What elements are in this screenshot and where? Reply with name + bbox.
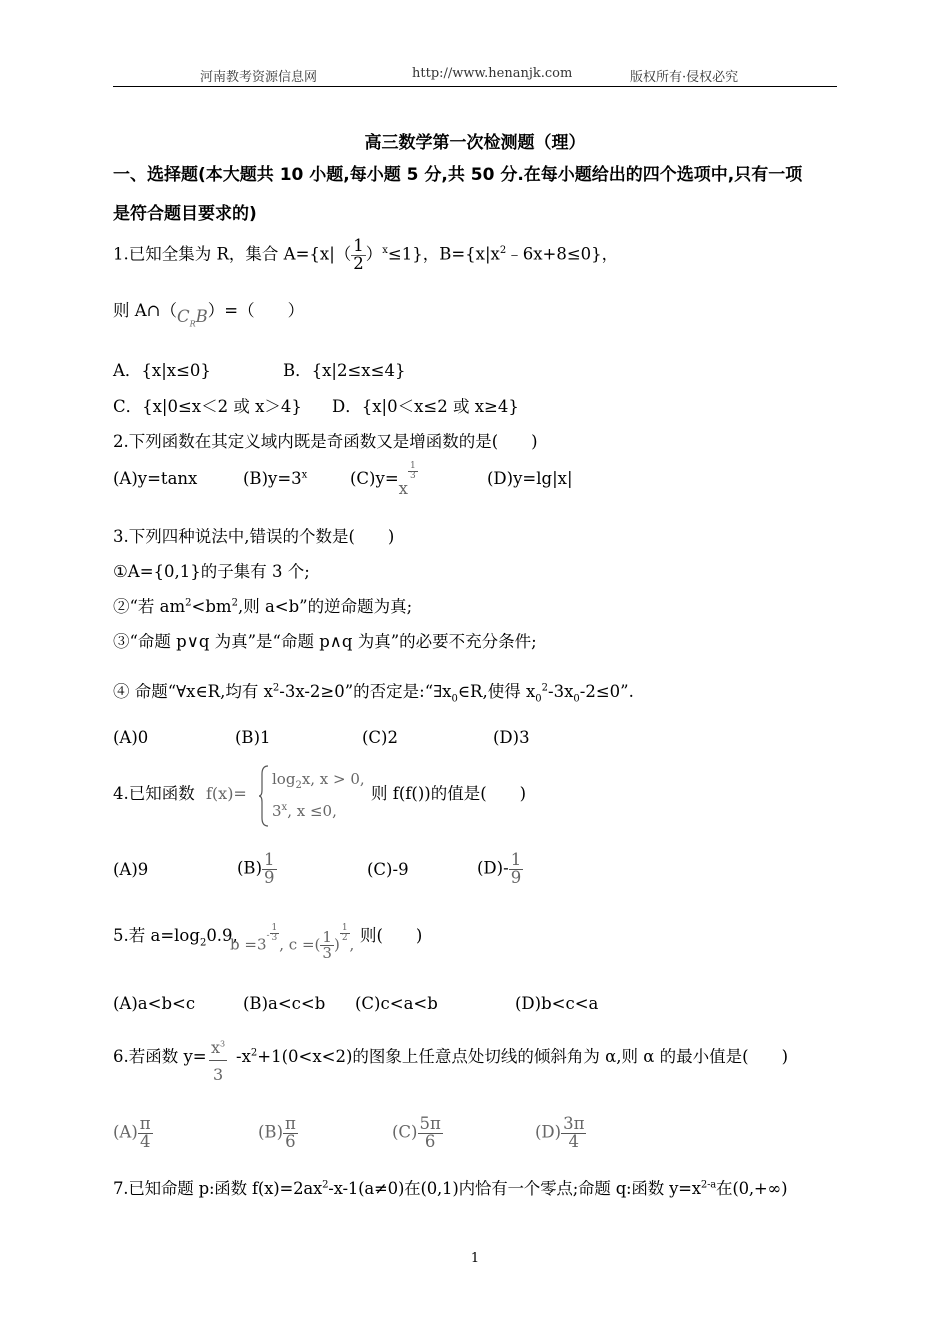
q1-line2: 则 $A\cap(C_RB)=$（ ） xyxy=(113,301,305,329)
q1-option-c[interactable]: C．{x|0≤x＜2 或 x＞4} xyxy=(113,397,302,416)
q1-option-b[interactable]: B．{x|2≤x≤4} xyxy=(283,361,406,380)
q3-option-b[interactable]: (B)1 xyxy=(235,728,271,747)
q6-option-c[interactable]: (C) $\frac{5\pi}{6}$ xyxy=(392,1114,441,1151)
section-heading-line2: 是符合题目要求的) xyxy=(113,204,257,224)
q3-option-c[interactable]: (C)2 xyxy=(362,728,398,747)
q5-stem-start: 5.若 $a=\log_20.9$, xyxy=(113,926,238,949)
header-copyright: 版权所有·侵权必究 xyxy=(630,70,739,85)
q4-piecewise-brace xyxy=(258,764,270,828)
q4-fx: f(x)= xyxy=(206,784,247,803)
q1-option-d[interactable]: D．{x|0＜x≤2 或 x≥4} xyxy=(332,397,519,416)
q3-stem: 3.下列四种说法中,错误的个数是( ) xyxy=(113,527,395,546)
q6-stem-end: $-x^2+1(0<x<2)$的图象上任意点处切线的倾斜角为 α,则 α 的最小值是( ) xyxy=(236,1047,789,1066)
q5-stem-end: 则( ) xyxy=(360,926,423,945)
q2-stem: 2.下列函数在其定义域内既是奇函数又是增函数的是( ) xyxy=(113,432,538,451)
q3-statement-1: ①A={0,1}的子集有 3 个; xyxy=(113,562,310,581)
q3-statement-2: ②“若 $am^2<bm^2$,则 a<b”的逆命题为真; xyxy=(113,597,413,616)
q2-option-b[interactable]: $(B)y=3^x$ xyxy=(243,469,308,488)
q4-stem-end: 则 f(f())的值是( ) xyxy=(371,784,527,803)
q4-option-b[interactable]: (B) $\frac{1}{9}$ xyxy=(237,850,275,887)
q5-option-c[interactable]: (C)c<a<b xyxy=(355,994,438,1013)
q3-statement-3: ③“命题 p∨q 为真”是“命题 p∧q 为真”的必要不充分条件; xyxy=(113,632,537,651)
q3-option-a[interactable]: (A)0 xyxy=(113,728,149,747)
q7-stem: 7.已知命题 p:函数 $f(x)=2ax^2-x-1(a\ne 0)$在(0,1)内恰有一个零点;命题 q:函数 $y=x^{2-a}$在(0,+∞) xyxy=(113,1179,788,1198)
q1-half-fraction: $\frac{1}{2}$ xyxy=(353,236,364,273)
q5-option-a[interactable]: (A)a<b<c xyxy=(113,994,196,1013)
header-rule xyxy=(113,86,837,87)
q5-b-expression: b =3- $\frac{1}{3}$ , c =( $\frac{1}{3}$ ) $\frac{1}{2}$ , xyxy=(230,923,355,962)
q4-option-c[interactable]: (C)-9 xyxy=(367,860,409,879)
q1-stem: 1.已知全集为 R，集合 A={x|（ $\frac{1}{2}$ ）$^x$≤1}，$B=\{x|x^2﹣6x+8\le 0\}$， xyxy=(113,236,619,273)
q6-option-d[interactable]: (D) $\frac{3\pi}{4}$ xyxy=(535,1114,585,1151)
q6-fraction: $\frac{x^3}{3}$ xyxy=(211,1038,226,1084)
q6-option-a[interactable]: (A) $\frac{\pi}{4}$ xyxy=(113,1114,151,1151)
header-url: http://www.henanjk.com xyxy=(412,66,573,81)
q6-option-b[interactable]: (B) $\frac{\pi}{6}$ xyxy=(258,1114,296,1151)
header-site-name: 河南教考资源信息网 xyxy=(200,70,318,85)
q2-option-c[interactable]: (C)y=x $\frac{1}{3}$ xyxy=(350,461,416,498)
q1-complement: $C_RB$ xyxy=(177,307,208,329)
page-title: 高三数学第一次检测题（理） xyxy=(364,133,586,153)
section-heading-line1: 一、选择题(本大题共 10 小题,每小题 5 分,共 50 分.在每小题给出的四个选项中,只有一项 xyxy=(113,165,803,185)
q4-case-1: $\log_2x$, x > 0, xyxy=(272,770,365,791)
q5-option-d[interactable]: (D)b<c<a xyxy=(515,994,599,1013)
q3-option-d[interactable]: (D)3 xyxy=(493,728,530,747)
q3-statement-4: ④ 命题“∀x∈R,均有 $x^2-3x-2\ge 0$”的否定是$:“\exists x_0\in R$,使得 $x_0^2-3x_0-2\le 0$”. xyxy=(113,682,634,705)
q4-option-a[interactable]: (A)9 xyxy=(113,860,149,879)
q2-option-d[interactable]: (D)y=lg|x| xyxy=(487,469,573,488)
q6-stem-start: 6.若函数 y= xyxy=(113,1047,207,1066)
q4-case-2: 3$^x$, x ≤0, xyxy=(272,802,337,820)
q4-option-d[interactable]: (D)- $\frac{1}{9}$ xyxy=(477,850,522,887)
q2-option-a[interactable]: (A)y=tanx xyxy=(113,469,198,488)
page-number: 1 xyxy=(470,1251,480,1266)
q1-option-a[interactable]: A．{x|x≤0} xyxy=(113,361,211,380)
q4-stem-start: 4.已知函数 xyxy=(113,784,195,803)
q5-option-b[interactable]: (B)a<c<b xyxy=(243,994,326,1013)
